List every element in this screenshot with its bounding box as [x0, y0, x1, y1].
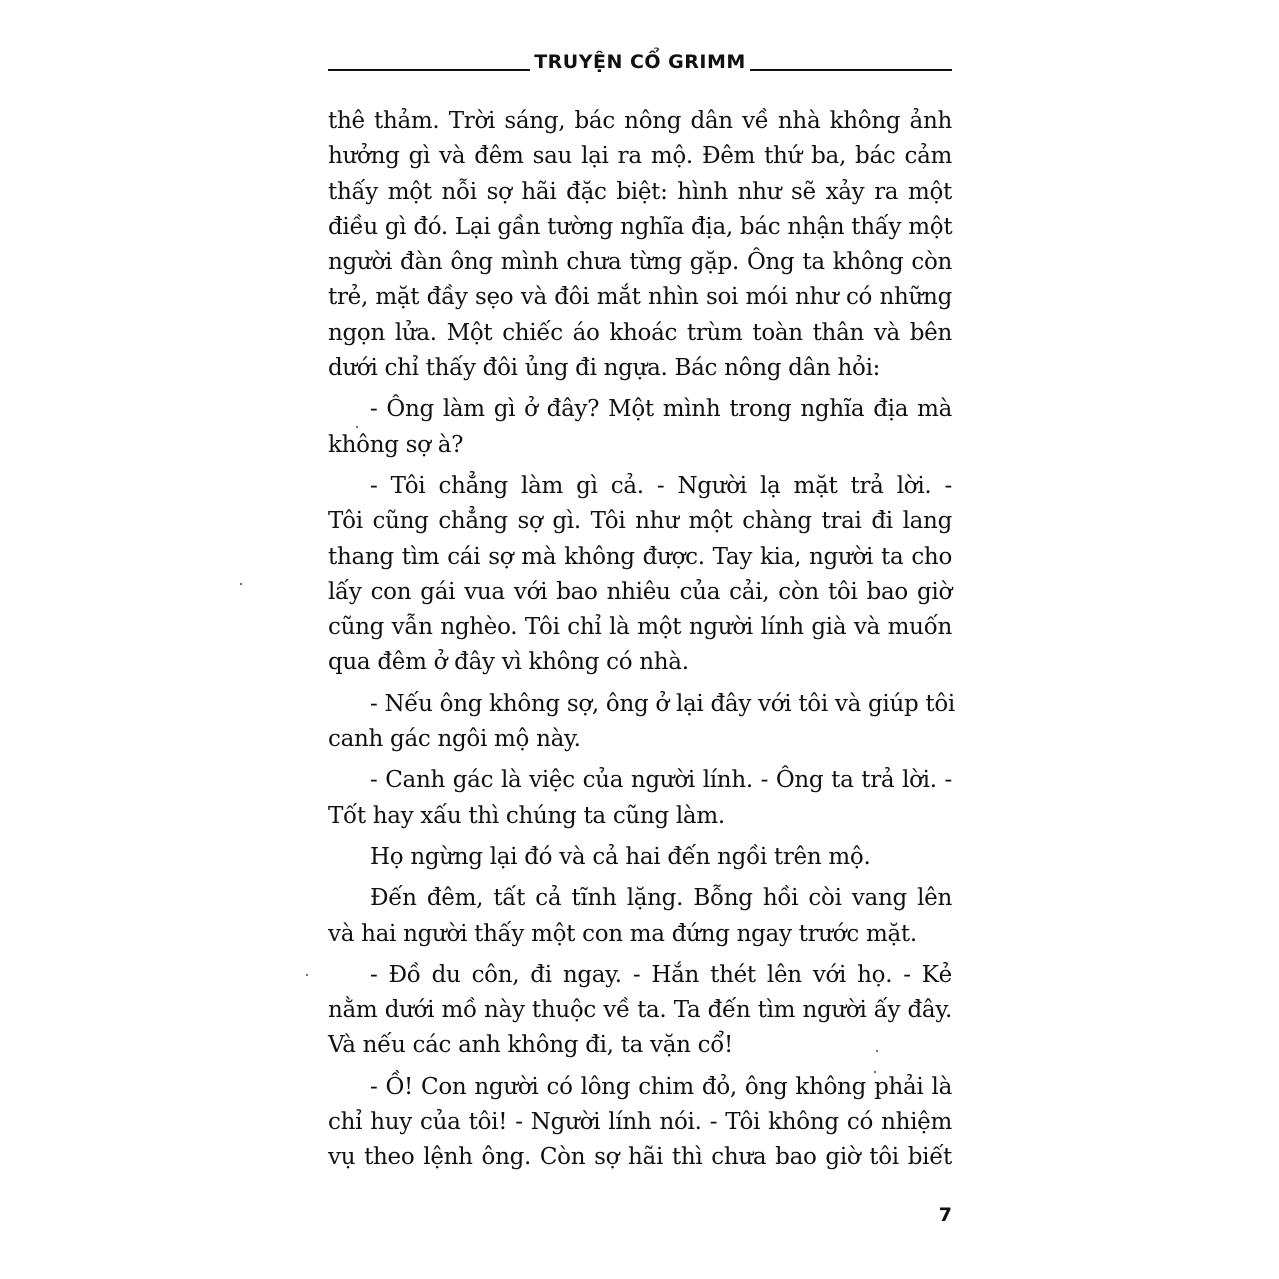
paragraph — [328, 1070, 952, 1176]
text-line: điều gì đó. Lại gần tường nghĩa địa, bác nhận thấy một — [328, 213, 953, 240]
paragraph — [328, 687, 955, 758]
paragraph — [328, 763, 952, 834]
text-line: lấy con gái vua với bao nhiêu của cải, còn tôi bao giờ — [328, 578, 952, 605]
text-line: hưởng gì và đêm sau lại ra mộ. Đêm thứ ba, bác cảm — [328, 143, 952, 170]
print-speck — [876, 1050, 878, 1052]
text-line: người đàn ông mình chưa từng gặp. Ông ta không còn — [328, 249, 952, 276]
text-line: Và nếu các anh không đi, ta vặn cổ! — [328, 1032, 733, 1059]
text-line: trẻ, mặt đầy sẹo và đôi mắt nhìn soi mói như có những — [328, 284, 952, 311]
page-number: 7 — [938, 1204, 952, 1226]
paragraph — [328, 469, 952, 681]
text-line: - Ồ! Con người có lông chim đỏ, ông không phải là — [370, 1073, 952, 1100]
text-line: canh gác ngôi mộ này. — [328, 726, 581, 753]
text-line: - Canh gác là việc của người lính. - Ông ta trả lời. - — [370, 767, 952, 794]
text-line: Họ ngừng lại đó và cả hai đến ngồi trên mộ. — [370, 843, 871, 870]
text-line: - Ông làm gì ở đây? Một mình trong nghĩa địa mà — [370, 396, 952, 423]
paragraph — [328, 392, 952, 463]
text-line: vụ theo lệnh ông. Còn sợ hãi thì chưa bao giờ tôi biết — [328, 1144, 952, 1171]
story-text — [328, 104, 955, 1176]
text-line: thê thảm. Trời sáng, bác nông dân về nhà không ảnh — [328, 108, 952, 134]
text-line: Tốt hay xấu thì chúng ta cũng làm. — [328, 802, 725, 829]
text-line: dưới chỉ thấy đôi ủng đi ngựa. Bác nông dân hỏi: — [328, 355, 881, 382]
text-line: ngọn lửa. Một chiếc áo khoác trùm toàn thân và bên — [328, 319, 952, 346]
running-header — [328, 48, 952, 74]
text-line: qua đêm ở đây vì không có nhà. — [328, 649, 689, 676]
text-line: cũng vẫn nghèo. Tôi chỉ là một người lính già và muốn — [328, 614, 952, 641]
text-line: và hai người thấy một con ma đứng ngay trước mặt. — [328, 920, 917, 947]
paragraph — [328, 840, 952, 875]
paragraph — [328, 958, 952, 1064]
text-line: Tôi cũng chẳng sợ gì. Tôi như một chàng trai đi lang — [328, 508, 952, 535]
print-speck — [240, 583, 242, 585]
paragraph — [328, 881, 952, 952]
paragraph — [328, 104, 952, 386]
text-line: - Nếu ông không sợ, ông ở lại đây với tôi và giúp tôi — [370, 690, 955, 717]
text-line: chỉ huy của tôi! - Người lính nói. - Tôi không có nhiệm — [328, 1109, 952, 1136]
print-speck — [356, 426, 358, 428]
text-line: Đến đêm, tất cả tĩnh lặng. Bỗng hồi còi vang lên — [370, 885, 952, 912]
text-line: thấy một nỗi sợ hãi đặc biệt: hình như sẽ xảy ra một — [328, 178, 952, 205]
text-line: - Tôi chẳng làm gì cả. - Người lạ mặt trả lời. - — [370, 472, 952, 499]
header-rule-right — [750, 69, 952, 71]
print-speck — [874, 1071, 876, 1073]
text-line: không sợ à? — [328, 431, 464, 458]
print-speck — [306, 974, 308, 976]
text-line: thang tìm cái sợ mà không được. Tay kia, người ta cho — [328, 543, 952, 570]
header-rule-left — [328, 69, 530, 71]
text-line: - Đồ du côn, đi ngay. - Hắn thét lên với họ. - Kẻ — [370, 961, 952, 988]
book-title: TRUYỆN CỔ GRIMM — [534, 51, 746, 73]
text-line: nằm dưới mồ này thuộc về ta. Ta đến tìm người ấy đây. — [328, 997, 952, 1024]
